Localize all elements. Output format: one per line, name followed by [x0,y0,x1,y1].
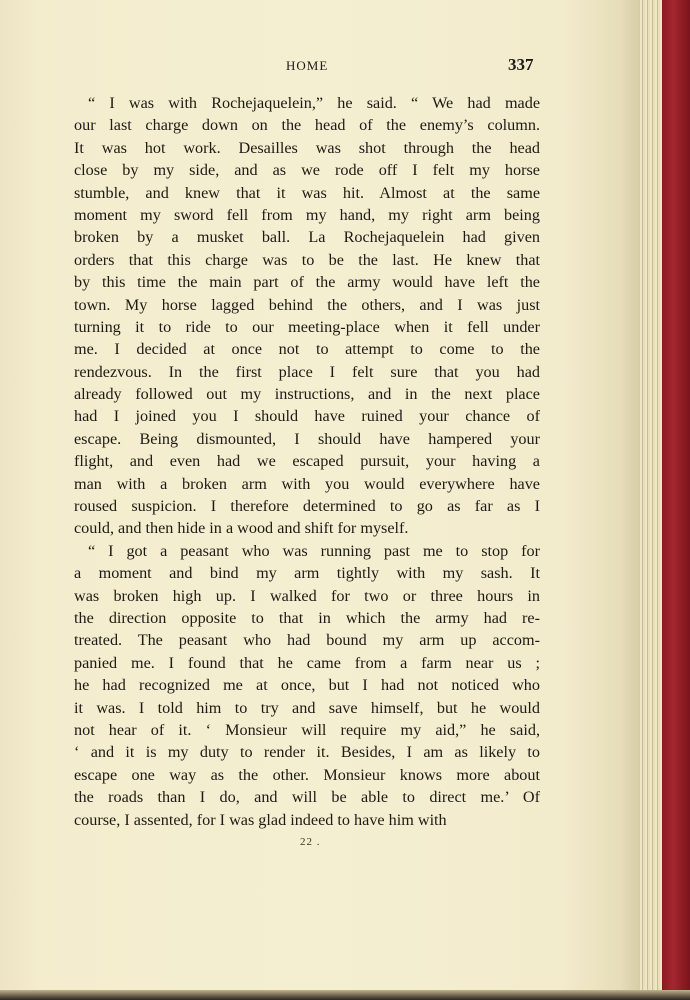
text-line: by this time the main part of the army would have left the [74,273,540,292]
paragraph [74,92,540,540]
running-head-title: HOME [286,58,329,73]
body-text [74,92,540,831]
text-line: could, and then hide in a wood and shift for myself. [74,519,409,538]
text-line: was broken high up. I walked for two or three hours in [74,586,540,605]
text-line: not hear of it. ‘ Monsieur will require my aid,” he said, [74,720,540,739]
text-line: already followed out my instructions, and in the next place [74,385,540,404]
text-line: man with a broken arm with you would everywhere have [74,474,540,493]
text-line: turning it to ride to our meeting-place when it fell under [74,317,540,336]
text-line: broken by a musket ball. La Rochejaquelein had given [74,228,540,247]
text-line: a moment and bind my arm tightly with my sash. It [74,564,540,583]
text-line: moment my sword fell from my hand, my right arm being [74,205,540,224]
running-head [0,55,640,78]
paragraph [74,540,540,831]
text-line: “ I was with Rochejaquelein,” he said. “ We had made [88,94,540,112]
text-line: the roads than I do, and will be able to direct me.’ Of [74,788,540,807]
text-line: the direction opposite to that in which the army had re- [74,608,540,627]
text-line: stumble, and knew that it was hit. Almost at the same [74,183,540,202]
text-line: treated. The peasant who had bound my arm up accom- [74,631,540,650]
text-line: orders that this charge was to be the last. He knew that [74,250,540,269]
text-line: our last charge down on the head of the enemy’s column. [74,116,540,135]
signature-mark: 22 . [300,836,321,848]
text-line: had I joined you I should have ruined your chance of [74,407,540,426]
text-line: panied me. I found that he came from a farm near us ; [74,653,540,672]
text-line: it was. I told him to try and save himself, but he would [74,698,540,717]
page-number: 337 [508,55,534,74]
text-line: It was hot work. Desailles was shot through the head [74,138,540,157]
text-line: ‘ and it is my duty to render it. Besides, I am as likely to [74,743,540,762]
text-line: rendezvous. In the first place I felt sure that you had [74,362,540,381]
text-line: escape. Being dismounted, I should have hampered your [74,429,540,448]
text-line: course, I assented, for I was glad indeed to have him with [74,810,447,829]
book-cover-edge [662,0,690,1000]
text-line: town. My horse lagged behind the others, and I was just [74,295,540,314]
bottom-shadow [0,990,690,1000]
text-line: escape one way as the other. Monsieur knows more about [74,765,540,784]
text-line: flight, and even had we escaped pursuit, your having a [74,452,540,471]
text-line: me. I decided at once not to attempt to come to the [74,340,540,359]
text-line: close by my side, and as we rode off I felt my horse [74,161,540,180]
text-line: roused suspicion. I therefore determined to go as far as I [74,497,540,516]
text-line: “ I got a peasant who was running past me to stop for [88,541,540,560]
page-edges [640,0,662,1000]
text-line: he had recognized me at once, but I had not noticed who [74,676,540,695]
